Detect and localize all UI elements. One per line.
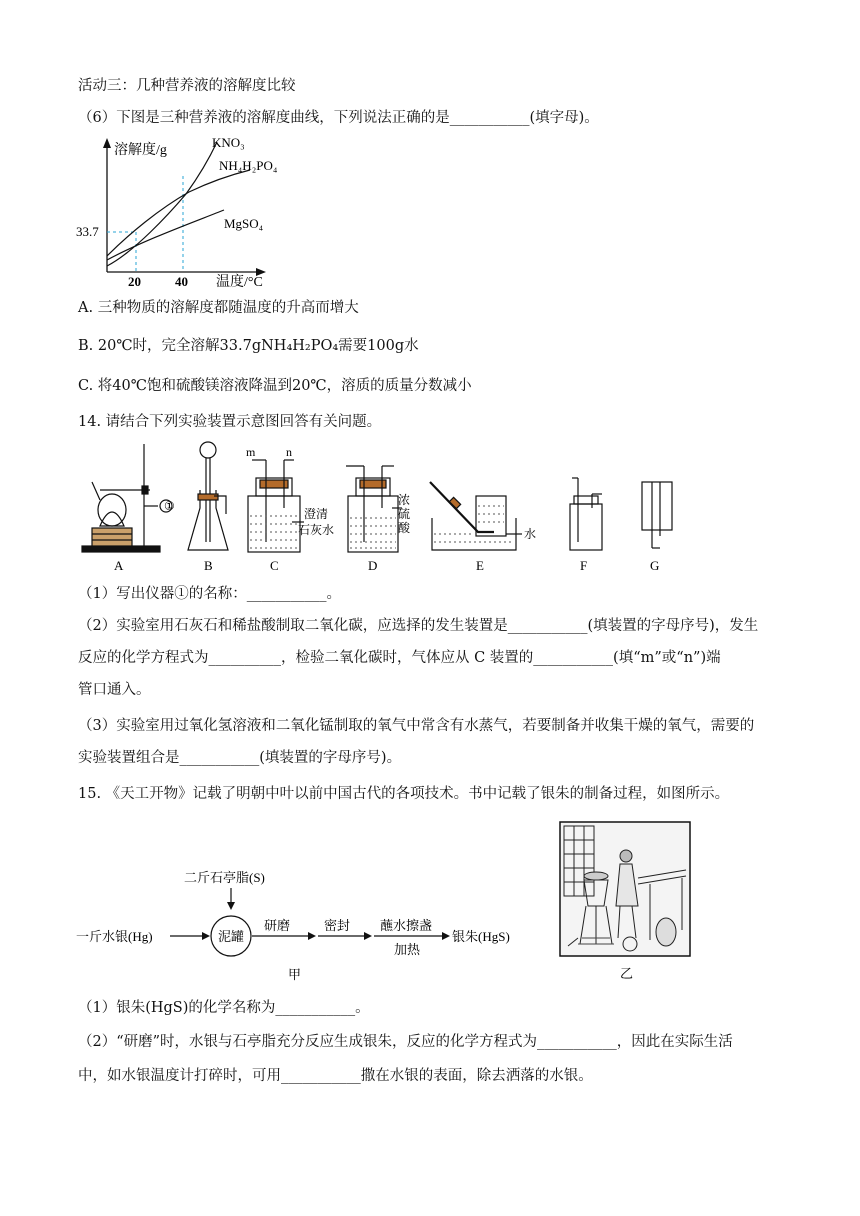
label-m: m (246, 445, 256, 459)
flow-step2-label: 密封 (324, 918, 351, 933)
apparatus-f (570, 478, 602, 550)
apparatus-figure (80, 438, 680, 578)
q14-stem: 14. 请结合下列实验装置示意图回答有关问题。 (78, 414, 382, 430)
label-c-text1: 澄清 (304, 507, 329, 521)
q15-p1: （1）银朱(HgS)的化学名称为___________。 (78, 1000, 370, 1016)
caption-f: F (580, 558, 588, 573)
flow-caption: 甲 (288, 967, 302, 982)
label-d-text3: 酸 (398, 521, 411, 535)
apparatus-d (346, 466, 402, 552)
apparatus-e (430, 482, 522, 550)
x-axis-label: 温度/°C (216, 275, 263, 290)
xtick-20: 20 (128, 274, 141, 289)
solubility-chart (74, 134, 294, 292)
apparatus-c (248, 460, 304, 552)
q15-stem: 15. 《天工开物》记载了明朝中叶以前中国古代的各项技术。书中记载了银朱的制备过程，如图所示。 (78, 786, 730, 802)
curve-nh4h2po4 (107, 170, 250, 256)
caption-d: D (368, 558, 378, 573)
apparatus-a (82, 444, 172, 552)
caption-g: G (650, 558, 660, 573)
q6-stem: （6）下图是三种营养液的溶解度曲线，下列说法正确的是___________(填字母)。 (78, 110, 599, 126)
xtick-40: 40 (175, 274, 188, 289)
label-nh4h2po4: NH₄H₂PO₄ (219, 158, 278, 173)
apparatus-g (642, 482, 672, 548)
label-c-text2: 石灰水 (298, 523, 335, 537)
caption-b: B (204, 558, 213, 573)
ancient-illustration (558, 820, 694, 984)
flow-step3-bottom-label: 加热 (394, 942, 421, 957)
label-circle-1: ① (164, 499, 175, 513)
q6-option-c: C. 将40℃饱和硫酸镁溶液降温到20℃，溶质的质量分数减小 (78, 378, 472, 394)
q14-p3-line1: （3）实验室用过氧化氢溶液和二氧化锰制取的氧气中常含有水蒸气，若要制备并收集干燥的氧气，需要的 (78, 718, 755, 734)
label-n: n (286, 445, 292, 459)
flow-end-label: 银朱(HgS) (452, 929, 510, 944)
y-axis-label: 溶解度/g (114, 143, 167, 158)
label-e-text: 水 (524, 527, 537, 541)
q14-p3-line2: 实验装置组合是___________(填装置的字母序号)。 (78, 750, 402, 766)
flow-circle-label: 泥罐 (218, 929, 245, 944)
label-mgso4: MgSO₄ (224, 216, 264, 231)
caption-a: A (114, 558, 124, 573)
illustration-caption: 乙 (620, 966, 634, 981)
q15-p2-line2: 中，如水银温度计打碎时，可用___________撒在水银的表面，除去洒落的水银。 (78, 1068, 593, 1084)
q14-p1: （1）写出仪器①的名称：___________。 (78, 586, 341, 602)
q14-p2-line1: （2）实验室用石灰石和稀盐酸制取二氧化碳，应选择的发生装置是___________(填装置的字母序号)，发生 (78, 618, 759, 634)
q6-option-a: A. 三种物质的溶解度都随温度的升高而增大 (78, 300, 359, 316)
label-d-text1: 浓 (398, 493, 411, 507)
q14-p2-line2: 反应的化学方程式为__________，检验二氧化碳时，气体应从 C 装置的___________(填“m”或“n”)端 (78, 650, 721, 666)
q6-option-b: B. 20℃时，完全溶解33.7gNH₄H₂PO₄需要100g水 (78, 338, 419, 354)
label-kno3: KNO₃ (212, 135, 245, 150)
flow-diagram (76, 866, 536, 986)
flow-step3-top-label: 蘸水擦盏 (380, 918, 433, 933)
caption-c: C (270, 558, 279, 573)
flow-step1-label: 研磨 (264, 918, 291, 933)
curve-kno3 (107, 142, 217, 266)
label-d-text2: 硫 (398, 507, 411, 521)
q14-p2-line3: 管口通入。 (78, 682, 151, 698)
q15-p2-line1: （2）“研磨”时，水银与石亭脂充分反应生成银朱，反应的化学方程式为___________，因此在实际生活 (78, 1034, 733, 1050)
caption-e: E (476, 558, 484, 573)
ytick-33-7: 33.7 (76, 224, 99, 239)
flow-start-label: 一斤水银(Hg) (76, 929, 153, 944)
y-axis-arrow (103, 138, 111, 148)
flow-top-label: 二斤石亭脂(S) (184, 870, 265, 885)
activity-title: 活动三：几种营养液的溶解度比较 (78, 78, 296, 94)
apparatus-b (188, 442, 228, 550)
